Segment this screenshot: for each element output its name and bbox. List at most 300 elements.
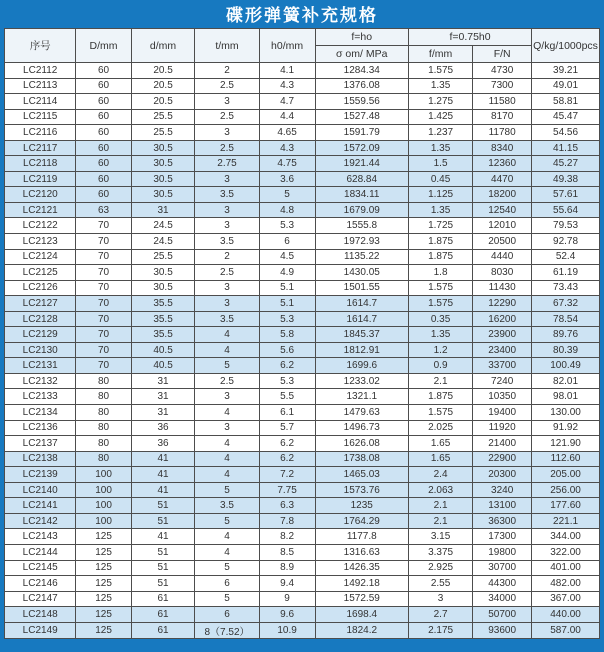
header-D: D/mm bbox=[76, 29, 131, 63]
cell-sigma: 1496.73 bbox=[315, 420, 408, 436]
cell-h0: 4.3 bbox=[259, 140, 315, 156]
spec-table bbox=[4, 28, 600, 639]
table-row bbox=[5, 140, 600, 156]
cell-Q: 587.00 bbox=[532, 622, 600, 638]
cell-t: 2.5 bbox=[195, 109, 259, 125]
header-FN: F/N bbox=[473, 46, 532, 63]
cell-d: 51 bbox=[131, 513, 195, 529]
cell-h0: 5.5 bbox=[259, 389, 315, 405]
cell-Q: 367.00 bbox=[532, 591, 600, 607]
cell-d: 31 bbox=[131, 405, 195, 421]
cell-sigma: 1479.63 bbox=[315, 405, 408, 421]
cell-F: 16200 bbox=[473, 311, 532, 327]
cell-Q: 39.21 bbox=[532, 63, 600, 79]
cell-t: 4 bbox=[195, 405, 259, 421]
cell-D: 60 bbox=[76, 109, 131, 125]
cell-h0: 5 bbox=[259, 187, 315, 203]
cell-sigma: 1573.76 bbox=[315, 482, 408, 498]
cell-h0: 5.3 bbox=[259, 311, 315, 327]
cell-f: 1.8 bbox=[408, 265, 472, 281]
cell-h0: 4.5 bbox=[259, 249, 315, 265]
table-row bbox=[5, 327, 600, 343]
cell-t: 3.5 bbox=[195, 498, 259, 514]
cell-Q: 322.00 bbox=[532, 544, 600, 560]
cell-sigma: 1824.2 bbox=[315, 622, 408, 638]
header-group-f075: f=0.75h0 bbox=[408, 29, 531, 46]
cell-D: 100 bbox=[76, 482, 131, 498]
cell-sigma: 1430.05 bbox=[315, 265, 408, 281]
cell-d: 51 bbox=[131, 544, 195, 560]
cell-h0: 4.3 bbox=[259, 78, 315, 94]
cell-d: 25.5 bbox=[131, 125, 195, 141]
cell-h0: 4.1 bbox=[259, 63, 315, 79]
table-row bbox=[5, 576, 600, 592]
cell-D: 70 bbox=[76, 296, 131, 312]
cell-d: 41 bbox=[131, 451, 195, 467]
table-row bbox=[5, 436, 600, 452]
cell-serial: LC2133 bbox=[5, 389, 76, 405]
cell-F: 34000 bbox=[473, 591, 532, 607]
cell-sigma: 1572.09 bbox=[315, 140, 408, 156]
cell-sigma: 1233.02 bbox=[315, 373, 408, 389]
cell-sigma: 1698.4 bbox=[315, 607, 408, 623]
cell-t: 5 bbox=[195, 358, 259, 374]
cell-t: 3.5 bbox=[195, 311, 259, 327]
cell-serial: LC2144 bbox=[5, 544, 76, 560]
cell-sigma: 1284.34 bbox=[315, 63, 408, 79]
cell-D: 70 bbox=[76, 218, 131, 234]
cell-d: 20.5 bbox=[131, 78, 195, 94]
cell-Q: 221.1 bbox=[532, 513, 600, 529]
cell-d: 30.5 bbox=[131, 265, 195, 281]
table-row bbox=[5, 265, 600, 281]
cell-serial: LC2124 bbox=[5, 249, 76, 265]
cell-sigma: 628.84 bbox=[315, 171, 408, 187]
cell-h0: 4.9 bbox=[259, 265, 315, 281]
cell-F: 19400 bbox=[473, 405, 532, 421]
cell-t: 6 bbox=[195, 576, 259, 592]
cell-D: 125 bbox=[76, 529, 131, 545]
cell-F: 7240 bbox=[473, 373, 532, 389]
cell-serial: LC2132 bbox=[5, 373, 76, 389]
cell-serial: LC2125 bbox=[5, 265, 76, 281]
cell-h0: 4.65 bbox=[259, 125, 315, 141]
table-row bbox=[5, 156, 600, 172]
cell-sigma: 1135.22 bbox=[315, 249, 408, 265]
cell-t: 3 bbox=[195, 280, 259, 296]
cell-f: 2.063 bbox=[408, 482, 472, 498]
cell-d: 30.5 bbox=[131, 187, 195, 203]
cell-f: 2.7 bbox=[408, 607, 472, 623]
cell-F: 23900 bbox=[473, 327, 532, 343]
cell-D: 125 bbox=[76, 576, 131, 592]
table-row bbox=[5, 296, 600, 312]
cell-F: 18200 bbox=[473, 187, 532, 203]
cell-F: 11580 bbox=[473, 94, 532, 110]
cell-F: 20300 bbox=[473, 467, 532, 483]
cell-f: 1.35 bbox=[408, 202, 472, 218]
cell-Q: 55.64 bbox=[532, 202, 600, 218]
cell-t: 3 bbox=[195, 94, 259, 110]
cell-d: 61 bbox=[131, 622, 195, 638]
cell-F: 4440 bbox=[473, 249, 532, 265]
cell-D: 80 bbox=[76, 436, 131, 452]
cell-serial: LC2118 bbox=[5, 156, 76, 172]
cell-sigma: 1316.63 bbox=[315, 544, 408, 560]
cell-f: 1.575 bbox=[408, 63, 472, 79]
cell-D: 70 bbox=[76, 311, 131, 327]
cell-d: 51 bbox=[131, 560, 195, 576]
cell-serial: LC2114 bbox=[5, 94, 76, 110]
cell-serial: LC2130 bbox=[5, 342, 76, 358]
cell-D: 70 bbox=[76, 280, 131, 296]
cell-t: 8（7.52） bbox=[195, 622, 259, 638]
cell-d: 61 bbox=[131, 607, 195, 623]
cell-d: 24.5 bbox=[131, 234, 195, 250]
cell-D: 60 bbox=[76, 156, 131, 172]
cell-D: 70 bbox=[76, 342, 131, 358]
cell-serial: LC2146 bbox=[5, 576, 76, 592]
table-row bbox=[5, 513, 600, 529]
cell-f: 1.725 bbox=[408, 218, 472, 234]
cell-serial: LC2148 bbox=[5, 607, 76, 623]
cell-h0: 4.7 bbox=[259, 94, 315, 110]
table-row bbox=[5, 171, 600, 187]
header-sigma: σ om/ MPa bbox=[315, 46, 408, 63]
table-row bbox=[5, 342, 600, 358]
cell-t: 4 bbox=[195, 436, 259, 452]
cell-Q: 98.01 bbox=[532, 389, 600, 405]
cell-D: 125 bbox=[76, 560, 131, 576]
cell-d: 35.5 bbox=[131, 311, 195, 327]
cell-d: 30.5 bbox=[131, 140, 195, 156]
cell-d: 30.5 bbox=[131, 280, 195, 296]
cell-f: 1.35 bbox=[408, 78, 472, 94]
cell-F: 11920 bbox=[473, 420, 532, 436]
cell-F: 13100 bbox=[473, 498, 532, 514]
table-row bbox=[5, 280, 600, 296]
cell-F: 36300 bbox=[473, 513, 532, 529]
cell-D: 125 bbox=[76, 544, 131, 560]
cell-h0: 5.1 bbox=[259, 280, 315, 296]
cell-d: 24.5 bbox=[131, 218, 195, 234]
cell-sigma: 1764.29 bbox=[315, 513, 408, 529]
cell-f: 2.1 bbox=[408, 513, 472, 529]
cell-D: 60 bbox=[76, 78, 131, 94]
cell-f: 1.5 bbox=[408, 156, 472, 172]
cell-serial: LC2139 bbox=[5, 467, 76, 483]
cell-serial: LC2143 bbox=[5, 529, 76, 545]
cell-F: 23400 bbox=[473, 342, 532, 358]
cell-serial: LC2129 bbox=[5, 327, 76, 343]
cell-serial: LC2122 bbox=[5, 218, 76, 234]
cell-f: 0.35 bbox=[408, 311, 472, 327]
cell-t: 3 bbox=[195, 202, 259, 218]
cell-sigma: 1555.8 bbox=[315, 218, 408, 234]
cell-sigma: 1177.8 bbox=[315, 529, 408, 545]
cell-h0: 8.9 bbox=[259, 560, 315, 576]
cell-Q: 58.81 bbox=[532, 94, 600, 110]
cell-d: 25.5 bbox=[131, 249, 195, 265]
cell-f: 1.575 bbox=[408, 405, 472, 421]
table-row bbox=[5, 560, 600, 576]
cell-t: 2.75 bbox=[195, 156, 259, 172]
cell-h0: 8.5 bbox=[259, 544, 315, 560]
cell-d: 35.5 bbox=[131, 296, 195, 312]
cell-serial: LC2127 bbox=[5, 296, 76, 312]
cell-sigma: 1426.35 bbox=[315, 560, 408, 576]
cell-d: 41 bbox=[131, 467, 195, 483]
table-row bbox=[5, 405, 600, 421]
cell-t: 5 bbox=[195, 591, 259, 607]
cell-d: 20.5 bbox=[131, 63, 195, 79]
cell-Q: 80.39 bbox=[532, 342, 600, 358]
cell-F: 33700 bbox=[473, 358, 532, 374]
cell-t: 3 bbox=[195, 296, 259, 312]
cell-serial: LC2140 bbox=[5, 482, 76, 498]
cell-D: 70 bbox=[76, 265, 131, 281]
cell-t: 5 bbox=[195, 560, 259, 576]
cell-sigma: 1591.79 bbox=[315, 125, 408, 141]
header-fmm: f/mm bbox=[408, 46, 472, 63]
cell-d: 36 bbox=[131, 436, 195, 452]
cell-sigma: 1614.7 bbox=[315, 296, 408, 312]
cell-f: 1.425 bbox=[408, 109, 472, 125]
cell-F: 8170 bbox=[473, 109, 532, 125]
cell-serial: LC2117 bbox=[5, 140, 76, 156]
cell-f: 1.875 bbox=[408, 234, 472, 250]
cell-Q: 73.43 bbox=[532, 280, 600, 296]
table-row bbox=[5, 607, 600, 623]
cell-F: 50700 bbox=[473, 607, 532, 623]
cell-d: 35.5 bbox=[131, 327, 195, 343]
table-row bbox=[5, 234, 600, 250]
cell-serial: LC2142 bbox=[5, 513, 76, 529]
cell-t: 4 bbox=[195, 327, 259, 343]
header-d: d/mm bbox=[131, 29, 195, 63]
cell-h0: 5.6 bbox=[259, 342, 315, 358]
table-row bbox=[5, 622, 600, 638]
cell-h0: 4.4 bbox=[259, 109, 315, 125]
cell-d: 40.5 bbox=[131, 358, 195, 374]
cell-f: 1.65 bbox=[408, 451, 472, 467]
cell-t: 2.5 bbox=[195, 373, 259, 389]
table-row bbox=[5, 420, 600, 436]
cell-Q: 344.00 bbox=[532, 529, 600, 545]
table-row bbox=[5, 482, 600, 498]
cell-d: 36 bbox=[131, 420, 195, 436]
cell-D: 100 bbox=[76, 467, 131, 483]
cell-f: 2.1 bbox=[408, 373, 472, 389]
cell-Q: 45.47 bbox=[532, 109, 600, 125]
cell-t: 2 bbox=[195, 249, 259, 265]
table-row bbox=[5, 187, 600, 203]
cell-f: 3.375 bbox=[408, 544, 472, 560]
cell-f: 3.15 bbox=[408, 529, 472, 545]
header-Q: Q/kg/1000pcs bbox=[532, 29, 600, 63]
cell-D: 125 bbox=[76, 622, 131, 638]
cell-D: 63 bbox=[76, 202, 131, 218]
cell-d: 41 bbox=[131, 482, 195, 498]
cell-F: 93600 bbox=[473, 622, 532, 638]
cell-F: 17300 bbox=[473, 529, 532, 545]
cell-f: 1.875 bbox=[408, 249, 472, 265]
cell-sigma: 1738.08 bbox=[315, 451, 408, 467]
table-row bbox=[5, 78, 600, 94]
cell-Q: 401.00 bbox=[532, 560, 600, 576]
cell-h0: 5.3 bbox=[259, 373, 315, 389]
cell-t: 3 bbox=[195, 389, 259, 405]
cell-f: 2.175 bbox=[408, 622, 472, 638]
cell-D: 100 bbox=[76, 498, 131, 514]
cell-Q: 100.49 bbox=[532, 358, 600, 374]
cell-sigma: 1679.09 bbox=[315, 202, 408, 218]
cell-sigma: 1492.18 bbox=[315, 576, 408, 592]
cell-Q: 45.27 bbox=[532, 156, 600, 172]
cell-F: 30700 bbox=[473, 560, 532, 576]
cell-t: 3 bbox=[195, 420, 259, 436]
cell-t: 4 bbox=[195, 342, 259, 358]
table-row bbox=[5, 591, 600, 607]
cell-h0: 6.2 bbox=[259, 358, 315, 374]
cell-h0: 6.2 bbox=[259, 436, 315, 452]
cell-Q: 52.4 bbox=[532, 249, 600, 265]
cell-sigma: 1626.08 bbox=[315, 436, 408, 452]
cell-F: 8340 bbox=[473, 140, 532, 156]
table-row bbox=[5, 467, 600, 483]
cell-sigma: 1972.93 bbox=[315, 234, 408, 250]
table-header bbox=[5, 29, 600, 63]
cell-serial: LC2120 bbox=[5, 187, 76, 203]
cell-sigma: 1501.55 bbox=[315, 280, 408, 296]
cell-t: 4 bbox=[195, 451, 259, 467]
header-group-fho: f=ho bbox=[315, 29, 408, 46]
cell-Q: 130.00 bbox=[532, 405, 600, 421]
cell-Q: 112.60 bbox=[532, 451, 600, 467]
cell-serial: LC2121 bbox=[5, 202, 76, 218]
cell-serial: LC2147 bbox=[5, 591, 76, 607]
cell-F: 12540 bbox=[473, 202, 532, 218]
cell-Q: 49.38 bbox=[532, 171, 600, 187]
cell-f: 1.65 bbox=[408, 436, 472, 452]
cell-Q: 82.01 bbox=[532, 373, 600, 389]
cell-D: 60 bbox=[76, 187, 131, 203]
cell-F: 22900 bbox=[473, 451, 532, 467]
table-row bbox=[5, 498, 600, 514]
table-row bbox=[5, 389, 600, 405]
cell-Q: 61.19 bbox=[532, 265, 600, 281]
cell-sigma: 1527.48 bbox=[315, 109, 408, 125]
cell-sigma: 1559.56 bbox=[315, 94, 408, 110]
cell-serial: LC2131 bbox=[5, 358, 76, 374]
cell-serial: LC2134 bbox=[5, 405, 76, 421]
cell-serial: LC2126 bbox=[5, 280, 76, 296]
cell-f: 1.875 bbox=[408, 389, 472, 405]
cell-Q: 67.32 bbox=[532, 296, 600, 312]
cell-f: 0.9 bbox=[408, 358, 472, 374]
cell-f: 1.575 bbox=[408, 280, 472, 296]
table-row bbox=[5, 544, 600, 560]
cell-t: 5 bbox=[195, 482, 259, 498]
cell-d: 30.5 bbox=[131, 156, 195, 172]
cell-d: 40.5 bbox=[131, 342, 195, 358]
cell-Q: 79.53 bbox=[532, 218, 600, 234]
cell-serial: LC2119 bbox=[5, 171, 76, 187]
cell-F: 4470 bbox=[473, 171, 532, 187]
cell-f: 1.237 bbox=[408, 125, 472, 141]
table-body bbox=[5, 63, 600, 639]
cell-serial: LC2141 bbox=[5, 498, 76, 514]
cell-h0: 9 bbox=[259, 591, 315, 607]
cell-serial: LC2128 bbox=[5, 311, 76, 327]
table-row bbox=[5, 451, 600, 467]
table-row bbox=[5, 529, 600, 545]
cell-t: 3 bbox=[195, 171, 259, 187]
cell-d: 51 bbox=[131, 576, 195, 592]
cell-f: 2.1 bbox=[408, 498, 472, 514]
cell-sigma: 1235 bbox=[315, 498, 408, 514]
cell-Q: 91.92 bbox=[532, 420, 600, 436]
cell-h0: 5.8 bbox=[259, 327, 315, 343]
cell-t: 4 bbox=[195, 467, 259, 483]
cell-D: 70 bbox=[76, 327, 131, 343]
cell-h0: 5.7 bbox=[259, 420, 315, 436]
table-row bbox=[5, 94, 600, 110]
cell-serial: LC2138 bbox=[5, 451, 76, 467]
cell-Q: 205.00 bbox=[532, 467, 600, 483]
header-t: t/mm bbox=[195, 29, 259, 63]
cell-Q: 41.15 bbox=[532, 140, 600, 156]
cell-t: 6 bbox=[195, 607, 259, 623]
cell-serial: LC2123 bbox=[5, 234, 76, 250]
cell-D: 70 bbox=[76, 358, 131, 374]
cell-sigma: 1812.91 bbox=[315, 342, 408, 358]
header-serial: 序号 bbox=[5, 29, 76, 63]
table-row bbox=[5, 311, 600, 327]
cell-d: 51 bbox=[131, 498, 195, 514]
cell-serial: LC2112 bbox=[5, 63, 76, 79]
cell-f: 2.55 bbox=[408, 576, 472, 592]
cell-h0: 9.6 bbox=[259, 607, 315, 623]
cell-sigma: 1845.37 bbox=[315, 327, 408, 343]
table-row bbox=[5, 249, 600, 265]
cell-F: 4730 bbox=[473, 63, 532, 79]
cell-f: 2.4 bbox=[408, 467, 472, 483]
cell-h0: 7.2 bbox=[259, 467, 315, 483]
cell-h0: 5.1 bbox=[259, 296, 315, 312]
cell-d: 61 bbox=[131, 591, 195, 607]
cell-F: 19800 bbox=[473, 544, 532, 560]
cell-Q: 440.00 bbox=[532, 607, 600, 623]
cell-serial: LC2149 bbox=[5, 622, 76, 638]
cell-f: 1.2 bbox=[408, 342, 472, 358]
cell-d: 31 bbox=[131, 202, 195, 218]
cell-f: 1.35 bbox=[408, 327, 472, 343]
cell-h0: 9.4 bbox=[259, 576, 315, 592]
cell-F: 12010 bbox=[473, 218, 532, 234]
cell-serial: LC2116 bbox=[5, 125, 76, 141]
cell-serial: LC2136 bbox=[5, 420, 76, 436]
table-row bbox=[5, 109, 600, 125]
cell-d: 41 bbox=[131, 529, 195, 545]
cell-Q: 256.00 bbox=[532, 482, 600, 498]
cell-Q: 482.00 bbox=[532, 576, 600, 592]
cell-h0: 7.8 bbox=[259, 513, 315, 529]
cell-D: 80 bbox=[76, 389, 131, 405]
cell-d: 25.5 bbox=[131, 109, 195, 125]
header-h0: h0/mm bbox=[259, 29, 315, 63]
cell-D: 60 bbox=[76, 94, 131, 110]
